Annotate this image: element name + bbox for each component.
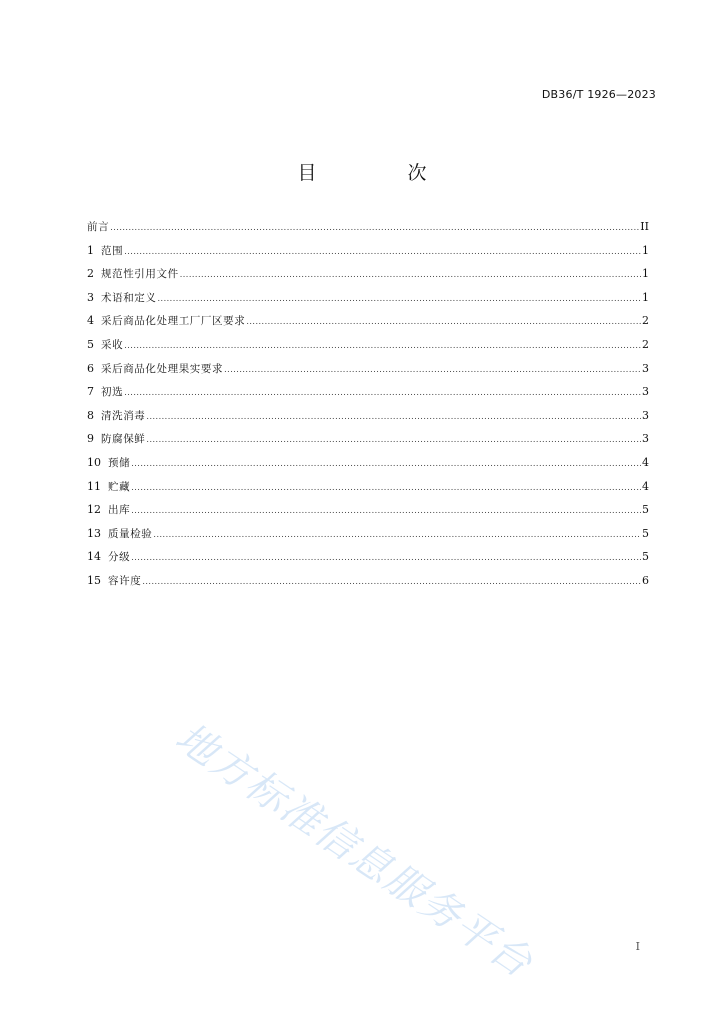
- toc-entry-label: 贮藏: [108, 480, 131, 493]
- toc-entry-number: 13: [87, 526, 101, 540]
- toc-entry-page: 5: [642, 550, 649, 564]
- toc-entry-label: 防腐保鲜: [101, 433, 146, 446]
- toc-number-gap: [101, 503, 108, 516]
- toc-dot-leader: [153, 530, 641, 539]
- toc-entry-page: 1: [642, 290, 649, 304]
- toc-entry-number: 7: [87, 385, 94, 399]
- toc-number-gap: [101, 456, 108, 469]
- toc-entry[interactable]: [87, 455, 649, 479]
- toc-entry-label: 术语和定义: [101, 291, 157, 304]
- toc-entry-number: 8: [87, 408, 94, 422]
- toc-dot-leader: [142, 577, 641, 586]
- toc-entry-page: 2: [642, 314, 649, 328]
- toc-entry[interactable]: [87, 408, 649, 432]
- toc-dot-leader: [146, 412, 641, 421]
- toc-entry[interactable]: [87, 479, 649, 503]
- toc-entry-label: 质量检验: [108, 527, 153, 540]
- toc-entry-page: 5: [642, 503, 649, 517]
- toc-dot-leader: [131, 483, 641, 492]
- toc-number-gap: [101, 480, 108, 493]
- toc-entry[interactable]: [87, 549, 649, 573]
- toc-dot-leader: [146, 435, 641, 444]
- toc-number-gap: [94, 244, 101, 257]
- page-number: I: [635, 940, 640, 953]
- toc-entry-page: 1: [642, 243, 649, 257]
- toc-dot-leader: [124, 341, 641, 350]
- toc-entry-page: 3: [642, 432, 649, 446]
- toc-dot-leader: [131, 553, 641, 562]
- toc-entry[interactable]: [87, 361, 649, 385]
- toc-entry-page: 5: [642, 526, 649, 540]
- toc-entry[interactable]: [87, 243, 649, 267]
- toc-number-gap: [94, 362, 101, 375]
- toc-entry-page: II: [640, 220, 649, 233]
- watermark: 地方标准信息服务平台: [167, 714, 542, 988]
- toc-entry[interactable]: [87, 337, 649, 361]
- toc-number-gap: [94, 409, 101, 422]
- toc-entry-number: 6: [87, 361, 94, 375]
- toc-number-gap: [94, 338, 101, 351]
- toc-entry[interactable]: [87, 573, 649, 597]
- toc-entry-label: 预储: [108, 456, 131, 469]
- toc-entry-number: 4: [87, 314, 94, 328]
- toc-dot-leader: [180, 270, 641, 279]
- toc-dot-leader: [246, 317, 641, 326]
- toc-entry-label: 容许度: [108, 574, 142, 587]
- toc-entry-number: 9: [87, 432, 94, 446]
- toc-number-gap: [101, 550, 108, 563]
- toc-dot-leader: [110, 223, 639, 232]
- toc-number-gap: [94, 291, 101, 304]
- toc-entry-page: 1: [642, 267, 649, 281]
- toc-entry[interactable]: [87, 384, 649, 408]
- toc-entry-number: 3: [87, 290, 94, 304]
- toc-entry[interactable]: [87, 290, 649, 314]
- toc-number-gap: [94, 267, 101, 280]
- toc-dot-leader: [131, 459, 641, 468]
- toc-entry-number: 1: [87, 243, 94, 257]
- toc-entry[interactable]: [87, 219, 649, 243]
- toc-dot-leader: [131, 506, 641, 515]
- toc-number-gap: [94, 432, 101, 445]
- toc-entry-number: 5: [87, 337, 94, 351]
- toc-dot-leader: [124, 388, 641, 397]
- toc-number-gap: [94, 385, 101, 398]
- toc-entry-label: 采后商品化处理工厂厂区要求: [101, 315, 246, 328]
- toc-number-gap: [101, 574, 108, 587]
- toc-dot-leader: [158, 294, 642, 303]
- toc-entry-number: 10: [87, 455, 101, 469]
- toc-entry-number: 2: [87, 267, 94, 281]
- toc-entry[interactable]: [87, 266, 649, 290]
- toc-entry-number: 15: [87, 573, 101, 587]
- toc-entry[interactable]: [87, 502, 649, 526]
- toc-entry-label: 采收: [101, 338, 124, 351]
- toc-entry-page: 3: [642, 361, 649, 375]
- toc-entry-label: 采后商品化处理果实要求: [101, 362, 224, 375]
- toc-entry[interactable]: [87, 431, 649, 455]
- toc-entry-label: 范围: [101, 244, 124, 257]
- toc-entry-label: 初选: [101, 386, 124, 399]
- toc-dot-leader: [124, 247, 641, 256]
- toc-entry-label: 前言: [87, 221, 110, 233]
- toc-entry-page: 2: [642, 337, 649, 351]
- toc-entry-label: 清洗消毒: [101, 409, 146, 422]
- toc-entry-number: 14: [87, 550, 101, 564]
- toc-number-gap: [94, 314, 101, 327]
- table-of-contents: [87, 219, 649, 597]
- toc-entry[interactable]: [87, 526, 649, 550]
- toc-entry-page: 3: [642, 408, 649, 422]
- page-title: 目 次: [297, 162, 463, 184]
- toc-entry-label: 分级: [108, 551, 131, 564]
- toc-number-gap: [101, 527, 108, 540]
- toc-entry-page: 3: [642, 385, 649, 399]
- toc-entry-page: 4: [642, 479, 649, 493]
- toc-entry-number: 12: [87, 503, 101, 517]
- standard-code: DB36/T 1926—2023: [541, 88, 656, 101]
- toc-entry-page: 4: [642, 455, 649, 469]
- toc-entry-label: 出库: [108, 504, 131, 517]
- toc-dot-leader: [224, 365, 641, 374]
- toc-entry[interactable]: [87, 313, 649, 337]
- toc-entry-label: 规范性引用文件: [101, 268, 179, 281]
- toc-entry-page: 6: [642, 573, 649, 587]
- toc-entry-number: 11: [87, 479, 101, 493]
